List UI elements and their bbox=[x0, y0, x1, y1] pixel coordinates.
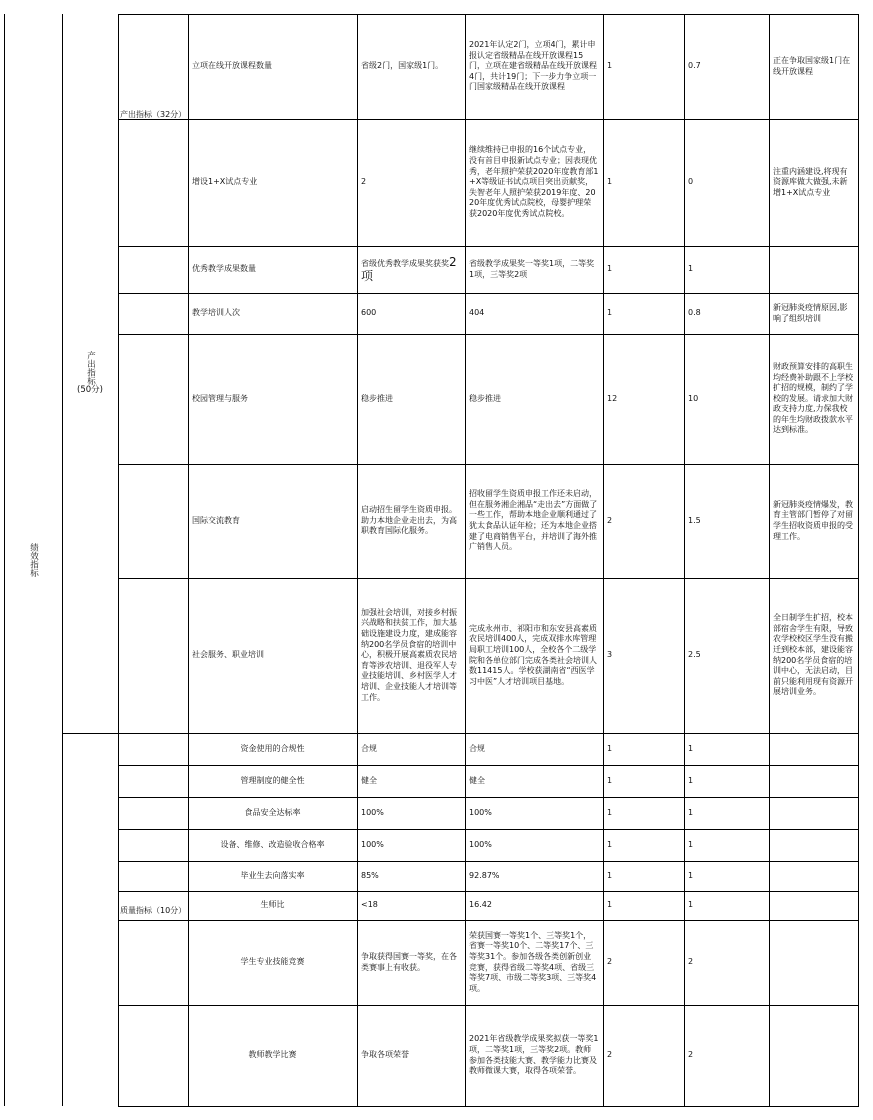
cell-name bbox=[192, 829, 353, 861]
cell-actual bbox=[469, 765, 599, 797]
cell-reason bbox=[773, 797, 854, 829]
cell-actual bbox=[469, 920, 599, 1005]
cell-name-text: 毕业生去向落实率 bbox=[240, 870, 305, 880]
cell-score-text: 1.5 bbox=[688, 515, 701, 525]
cell-reason bbox=[773, 578, 854, 733]
cell-target-text: 100% bbox=[361, 839, 384, 849]
grid-line bbox=[118, 1106, 859, 1107]
cell-target-text: 省级2门，国家级1门。 bbox=[361, 61, 444, 71]
group-label-output: 产出指标（32分） bbox=[120, 110, 186, 119]
cell-actual bbox=[469, 891, 599, 920]
cell-score-text: 1 bbox=[688, 839, 694, 849]
target-prefix: 省级优秀教学成果奖获奖 bbox=[361, 258, 449, 268]
cell-name-text: 设备、维修、改造验收合格率 bbox=[220, 839, 325, 849]
cell-actual bbox=[469, 861, 599, 891]
cell-weight bbox=[607, 861, 680, 891]
grid-line bbox=[118, 829, 859, 830]
cell-weight-text: 1 bbox=[607, 177, 613, 187]
cell-score-text: 1 bbox=[688, 870, 694, 880]
cell-name-text: 教师教学比赛 bbox=[248, 1050, 297, 1060]
cell-target bbox=[361, 891, 461, 920]
cell-name-text: 食品安全达标率 bbox=[244, 807, 301, 817]
cell-reason-text: 全日制学生扩招，校本部宿舍学生有限，导致农学校校区学生没有搬迁到校本部，建设能容纳200名学员食宿的培训中心，无法启动，目前只能利用现有资源开展培训业务。 bbox=[773, 613, 853, 697]
cell-score-text: 2 bbox=[688, 957, 694, 967]
cell-target bbox=[361, 797, 461, 829]
grid-line bbox=[118, 765, 859, 766]
grid-line bbox=[118, 578, 859, 579]
grid-line bbox=[118, 1005, 859, 1006]
cell-name bbox=[192, 578, 353, 733]
grid-line bbox=[118, 733, 859, 734]
cell-reason bbox=[773, 464, 854, 578]
target-big: 2项 bbox=[361, 254, 457, 283]
cell-score bbox=[688, 920, 765, 1005]
cell-actual-text: 16.42 bbox=[469, 900, 492, 910]
cell-weight-text: 2 bbox=[607, 1050, 613, 1060]
cell-weight-text: 2 bbox=[607, 957, 613, 967]
cell-reason-text: 财政预算安排的高职生均经费补助跟不上学校扩招的规模，制约了学校的发展。请求加大财政支持力度,力保我校的年生均财政拨款水平达到标准。 bbox=[773, 361, 853, 435]
cell-name-text: 学生专业技能竞赛 bbox=[240, 957, 305, 967]
cell-score bbox=[688, 334, 765, 464]
cell-target bbox=[361, 14, 461, 119]
cell-weight bbox=[607, 119, 680, 246]
grid-line bbox=[118, 920, 859, 921]
cell-actual bbox=[469, 829, 599, 861]
grid-line bbox=[118, 334, 859, 335]
cell-actual-text: 省级教学成果奖一等奖1项，二等奖1项，三等奖2项 bbox=[469, 258, 595, 279]
cell-actual-text: 招收留学生资质申报工作还未启动，但在服务湘企湘品“走出去”方面做了一些工作，帮助本地企业顺利通过了犹太食品认证年检；还为本地企业搭建了电商销售平台，并培训了海外推广销售人员。 bbox=[469, 489, 598, 552]
cell-name-text: 立项在线开放课程数量 bbox=[192, 61, 272, 71]
cell-weight bbox=[607, 891, 680, 920]
cell-name bbox=[192, 797, 353, 829]
cell-name-text: 社会服务、职业培训 bbox=[192, 650, 264, 660]
cell-reason-text: 新冠肺炎疫情原因,影响了组织培训 bbox=[773, 302, 848, 323]
cell-actual-text: 404 bbox=[469, 308, 485, 318]
cell-score-text: 0 bbox=[688, 177, 694, 187]
cell-actual-text: 荣获国赛一等奖1个、三等奖1个，省赛一等奖10个、二等奖17个、三等奖31个。参加各级各类创新创业竞赛，获得省级二等奖4项、省级三等奖7项、市级二等奖3项、三等奖4项。 bbox=[469, 930, 597, 993]
cell-actual bbox=[469, 797, 599, 829]
cell-name-text: 增设1+X试点专业 bbox=[192, 177, 258, 187]
cell-score bbox=[688, 14, 765, 119]
cell-weight bbox=[607, 293, 680, 334]
cell-weight bbox=[607, 733, 680, 765]
cell-actual bbox=[469, 246, 599, 293]
cell-reason-text: 注重内涵建设,将现有资源库做大做强,未新增1+X试点专业 bbox=[773, 166, 848, 197]
cell-actual bbox=[469, 293, 599, 334]
group-label-quality: 质量指标（10分） bbox=[120, 906, 186, 915]
cell-weight-text: 1 bbox=[607, 807, 613, 817]
cell-weight bbox=[607, 464, 680, 578]
cell-name bbox=[192, 733, 353, 765]
cell-weight-text: 1 bbox=[607, 264, 613, 274]
cell-score bbox=[688, 1005, 765, 1106]
cell-weight-text: 3 bbox=[607, 650, 613, 660]
cell-target bbox=[361, 119, 461, 246]
cell-actual-text: 2021年省级教学成果奖拟获一等奖1项，二等奖1项，三等奖2项。教师参加各类技能大赛、教学能力比赛及教师微课大赛，取得各项荣誉。 bbox=[469, 1034, 599, 1076]
cell-score-text: 1 bbox=[688, 743, 694, 753]
cell-weight-text: 1 bbox=[607, 743, 613, 753]
cell-name bbox=[192, 119, 353, 246]
cell-target-text: 600 bbox=[361, 308, 377, 318]
cell-name bbox=[192, 861, 353, 891]
cell-weight-text: 1 bbox=[607, 839, 613, 849]
cell-weight-text: 1 bbox=[607, 870, 613, 880]
cell-name bbox=[192, 464, 353, 578]
cell-weight-text: 1 bbox=[607, 775, 613, 785]
cell-reason-text: 新冠肺炎疫情爆发，教育主管部门暂停了对留学生招收资质申报的受理工作。 bbox=[773, 499, 853, 541]
cell-weight-text: 1 bbox=[607, 61, 613, 71]
cell-weight bbox=[607, 829, 680, 861]
cell-score bbox=[688, 891, 765, 920]
cell-score bbox=[688, 464, 765, 578]
cell-reason bbox=[773, 246, 854, 293]
cell-weight bbox=[607, 246, 680, 293]
cell-target bbox=[361, 1005, 461, 1106]
cell-reason bbox=[773, 334, 854, 464]
grid-line bbox=[118, 246, 859, 247]
cell-actual-text: 2021年认定2门，立项4门，累计申报认定省级精品在线开放课程15门，立项在建省级精品在线开放课程4门，共计19门；下一步力争立项一门国家级精品在线开放课程 bbox=[469, 40, 597, 92]
cell-actual-text: 稳步推进 bbox=[469, 393, 501, 403]
cell-score bbox=[688, 861, 765, 891]
grid-line bbox=[769, 14, 770, 1106]
grid-line bbox=[118, 797, 859, 798]
cell-name-text: 资金使用的合规性 bbox=[240, 743, 305, 753]
cell-target bbox=[361, 920, 461, 1005]
cell-weight bbox=[607, 765, 680, 797]
cell-reason bbox=[773, 293, 854, 334]
cell-name-text: 国际交流教育 bbox=[192, 515, 240, 525]
grid-line bbox=[118, 14, 859, 15]
cell-score-text: 10 bbox=[688, 393, 699, 403]
cell-target bbox=[361, 464, 461, 578]
cell-name bbox=[192, 920, 353, 1005]
cell-reason bbox=[773, 891, 854, 920]
grid-line bbox=[684, 14, 685, 1106]
cell-score-text: 1 bbox=[688, 900, 694, 910]
cell-reason bbox=[773, 733, 854, 765]
cell-target bbox=[361, 861, 461, 891]
grid-line bbox=[62, 733, 118, 734]
cell-weight bbox=[607, 1005, 680, 1106]
cell-score-text: 0.8 bbox=[688, 308, 701, 318]
grid-line bbox=[118, 464, 859, 465]
cell-weight bbox=[607, 14, 680, 119]
cell-weight bbox=[607, 334, 680, 464]
cell-actual-text: 100% bbox=[469, 807, 492, 817]
grid-line bbox=[118, 293, 859, 294]
cell-reason bbox=[773, 861, 854, 891]
cell-actual-text: 健全 bbox=[469, 775, 485, 785]
cell-weight bbox=[607, 920, 680, 1005]
cell-target bbox=[361, 765, 461, 797]
grid-line bbox=[62, 14, 63, 1106]
cell-actual bbox=[469, 14, 599, 119]
cell-target bbox=[361, 578, 461, 733]
cell-name-text: 校园管理与服务 bbox=[192, 393, 248, 403]
cell-target-text: 加强社会培训，对接乡村振兴战略和扶贫工作，加大基础设施建设力度，建成能容纳200名学员食宿的培训中心，积极开展高素质农民培育等涉农培训、退役军人专业技能培训、乡村医学人才培训、企业技能人才培训等工作。 bbox=[361, 607, 457, 702]
cell-actual-text: 继续维持已申报的16个试点专业，没有首目申报新试点专业；因表现优秀，老年照护荣获2020年度教育部1+X等级证书试点项目突出贡献奖，失智老年人照护荣获2019年度、2020年度优秀试点院校，母婴护理荣获2020年度优秀试点院校。 bbox=[469, 145, 599, 218]
cell-score bbox=[688, 293, 765, 334]
cell-actual-text: 100% bbox=[469, 839, 492, 849]
cell-weight-text: 1 bbox=[607, 900, 613, 910]
cell-reason bbox=[773, 765, 854, 797]
grid-line bbox=[4, 14, 5, 1106]
cell-score bbox=[688, 246, 765, 293]
cell-score bbox=[688, 733, 765, 765]
level1-label: 绩效指标 bbox=[28, 543, 39, 577]
cell-target bbox=[361, 293, 461, 334]
cell-reason bbox=[773, 920, 854, 1005]
cell-name bbox=[192, 891, 353, 920]
grid-line bbox=[603, 14, 604, 1106]
cell-actual-text: 92.87% bbox=[469, 870, 500, 880]
cell-target bbox=[361, 733, 461, 765]
cell-score bbox=[688, 797, 765, 829]
cell-target-text: 合规 bbox=[361, 743, 377, 753]
cell-actual bbox=[469, 334, 599, 464]
cell-target-text: 2 bbox=[361, 177, 367, 187]
cell-target-text: 85% bbox=[361, 870, 379, 880]
cell-score bbox=[688, 119, 765, 246]
grid-line bbox=[118, 861, 859, 862]
cell-name bbox=[192, 334, 353, 464]
cell-actual-text: 完成永州市、祁阳市和东安县高素质农民培训400人，完成双排水库管理局职工培训100人，全校各个二级学院和各单位部门完成各类社会培训人数11415人。学校获湖南省“西医学习中医”人才培训项目基地。 bbox=[469, 623, 597, 686]
grid-line bbox=[118, 891, 859, 892]
cell-target-text: 启动招生留学生资质申报。助力本地企业走出去，为高职教育国际化服务。 bbox=[361, 505, 457, 536]
level2-score: (50分) bbox=[77, 385, 103, 395]
cell-reason bbox=[773, 119, 854, 246]
cell-score-text: 2 bbox=[688, 1050, 694, 1060]
cell-weight bbox=[607, 578, 680, 733]
cell-score-text: 1 bbox=[688, 264, 694, 274]
cell-name bbox=[192, 293, 353, 334]
cell-score-text: 1 bbox=[688, 775, 694, 785]
cell-weight-text: 12 bbox=[607, 393, 618, 403]
cell-target-text: <18 bbox=[361, 900, 378, 910]
grid-line bbox=[858, 14, 859, 1106]
cell-actual bbox=[469, 119, 599, 246]
cell-target-text: 100% bbox=[361, 807, 384, 817]
grid-line bbox=[357, 14, 358, 1106]
cell-name bbox=[192, 246, 353, 293]
cell-target-text bbox=[361, 256, 461, 283]
cell-score-text: 0.7 bbox=[688, 61, 701, 71]
cell-score bbox=[688, 829, 765, 861]
cell-target bbox=[361, 829, 461, 861]
level2-label-cell bbox=[62, 14, 118, 733]
cell-reason bbox=[773, 14, 854, 119]
cell-target-text: 争取获得国赛一等奖，在各类赛事上有收获。 bbox=[361, 951, 457, 972]
cell-weight bbox=[607, 797, 680, 829]
cell-name-text: 优秀教学成果数量 bbox=[192, 264, 256, 274]
cell-actual-text: 合规 bbox=[469, 743, 485, 753]
grid-line bbox=[118, 119, 859, 120]
cell-target-text: 稳步推进 bbox=[361, 393, 393, 403]
cell-target-text: 健全 bbox=[361, 775, 377, 785]
cell-name-text: 教学培训人次 bbox=[192, 308, 240, 318]
cell-name bbox=[192, 765, 353, 797]
cell-weight-text: 1 bbox=[607, 308, 613, 318]
cell-score bbox=[688, 765, 765, 797]
grid-line bbox=[118, 14, 119, 1106]
cell-actual bbox=[469, 1005, 599, 1106]
cell-score-text: 2.5 bbox=[688, 650, 701, 660]
grid-line bbox=[465, 14, 466, 1106]
cell-weight-text: 2 bbox=[607, 515, 613, 525]
cell-actual bbox=[469, 464, 599, 578]
cell-name-text: 生师比 bbox=[260, 900, 285, 910]
cell-name-text: 管理制度的健全性 bbox=[240, 775, 305, 785]
cell-score bbox=[688, 578, 765, 733]
grid-line bbox=[188, 14, 189, 1106]
cell-reason bbox=[773, 829, 854, 861]
cell-score-text: 1 bbox=[688, 807, 694, 817]
cell-reason bbox=[773, 1005, 854, 1106]
cell-actual bbox=[469, 733, 599, 765]
cell-name bbox=[192, 1005, 353, 1106]
cell-actual bbox=[469, 578, 599, 733]
cell-name bbox=[192, 14, 353, 119]
cell-reason-text: 正在争取国家级1门在线开放课程 bbox=[773, 55, 851, 76]
cell-target bbox=[361, 334, 461, 464]
cell-target bbox=[361, 246, 461, 293]
cell-target-text: 争取各项荣誉 bbox=[361, 1050, 409, 1060]
level2-label: 产出指标 bbox=[85, 351, 96, 385]
level1-label-cell bbox=[4, 14, 62, 1106]
